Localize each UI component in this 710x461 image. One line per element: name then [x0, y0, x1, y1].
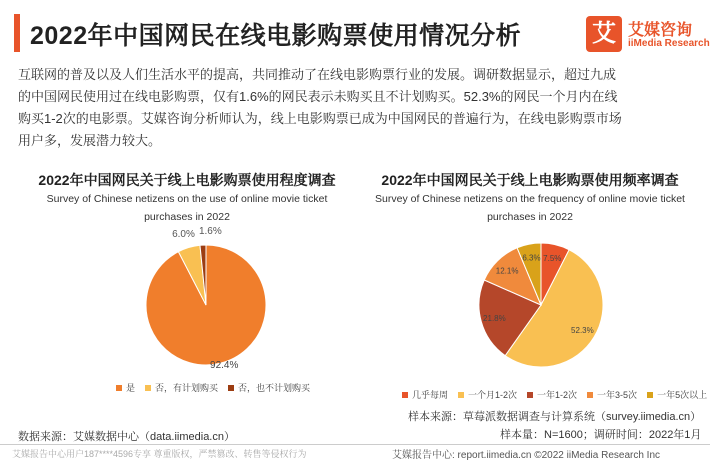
right-legend-item-5 [647, 388, 707, 401]
intro-line-4: 用户多，发展潜力较大。 [18, 133, 162, 148]
right-legend-swatch-4 [587, 392, 593, 398]
logo-cn-text: 艾媒咨询 [628, 22, 693, 39]
left-legend-swatch-2 [145, 385, 151, 391]
right-pie-value-label-3: 21.8% [483, 313, 506, 323]
left-legend-label-3: 否，也不计划购买 [238, 383, 311, 393]
left-chart-subtitle-line-2: purchases in 2022 [144, 211, 230, 223]
left-legend-label-1: 是 [126, 383, 136, 393]
left-legend-item-1 [116, 381, 135, 394]
left-pie-value-label-3: 1.6% [198, 226, 222, 238]
page-title: 2022年中国网民在线电影购票使用情况分析 [30, 22, 522, 50]
copyright-watermark: 艾媒报告中心用户187****4596专享 尊重版权，严禁篡改、转售等侵权行为 [12, 449, 307, 459]
left-legend-item-3 [228, 381, 310, 394]
right-pie-value-label-1: 7.5% [543, 253, 562, 263]
right-chart-subtitle-line-2: purchases in 2022 [487, 211, 573, 223]
report-site: 艾媒报告中心: report.iimedia.cn ©2022 iiMedia Research Inc [392, 450, 661, 461]
right-pie-value-label-4: 12.1% [495, 266, 519, 276]
right-legend-swatch-3 [527, 392, 533, 398]
left-chart-title: 2022年中国网民关于线上电影购票使用程度调查 [38, 172, 336, 188]
data-source: 数据来源：艾媒数据中心（data.iimedia.cn） [18, 431, 235, 443]
right-legend-item-2 [458, 388, 517, 401]
right-legend-swatch-5 [647, 392, 653, 398]
right-legend-item-3 [527, 388, 577, 401]
left-pie-value-label-2: 6.0% [172, 228, 195, 240]
right-pie-value-label-5: 6.3% [522, 253, 541, 263]
footer-divider [0, 444, 710, 445]
logo-en-text: iiMedia Research [628, 38, 710, 49]
right-chart-subtitle-line-1: Survey of Chinese netizens on the frequency of online movie ticket [375, 193, 685, 205]
right-legend-label-4: 一年3-5次 [597, 390, 638, 400]
logo-mark: 艾 [586, 16, 622, 52]
right-pie-value-label-2: 52.3% [571, 326, 594, 336]
left-legend-label-2: 否，有计划购买 [155, 383, 219, 393]
right-legend-swatch-1 [402, 392, 408, 398]
intro-line-2: 的中国网民使用过在线电影购票，仅有1.6%的网民表示未购买且不计划购买。52.3%的网民一个月内在线 [18, 89, 618, 104]
right-legend-label-1: 几乎每周 [412, 390, 449, 400]
right-legend-label-2: 一个月1-2次 [468, 390, 518, 400]
left-legend-item-2 [145, 381, 218, 394]
left-chart-legend [116, 381, 310, 394]
right-chart-legend [402, 388, 707, 401]
sample-size: 样本量：N=1600；调研时间：2022年1月 [500, 429, 702, 441]
left-legend-swatch-3 [228, 385, 234, 391]
intro-line-1: 互联网的普及以及人们生活水平的提高，共同推动了在线电影购票行业的发展。调研数据显示，超过九成 [18, 67, 617, 82]
left-legend-swatch-1 [116, 385, 122, 391]
right-legend-item-4 [587, 388, 637, 401]
right-legend-item-1 [402, 388, 448, 401]
right-chart-title: 2022年中国网民关于线上电影购票使用频率调查 [381, 172, 679, 188]
left-chart-subtitle-line-1: Survey of Chinese netizens on the use of online movie ticket [46, 193, 328, 205]
left-pie-value-label-1: 92.4% [210, 359, 239, 371]
sample-source: 样本来源：草莓派数据调查与计算系统（survey.iimedia.cn） [408, 411, 702, 423]
right-legend-label-3: 一年1-2次 [537, 390, 578, 400]
right-legend-label-5: 一年5次以上 [657, 390, 708, 400]
intro-line-3: 购买1-2次的电影票。艾媒咨询分析师认为，线上电影购票已成为中国网民的普遍行为，在线电影购票市场 [18, 111, 622, 126]
right-legend-swatch-2 [458, 392, 464, 398]
